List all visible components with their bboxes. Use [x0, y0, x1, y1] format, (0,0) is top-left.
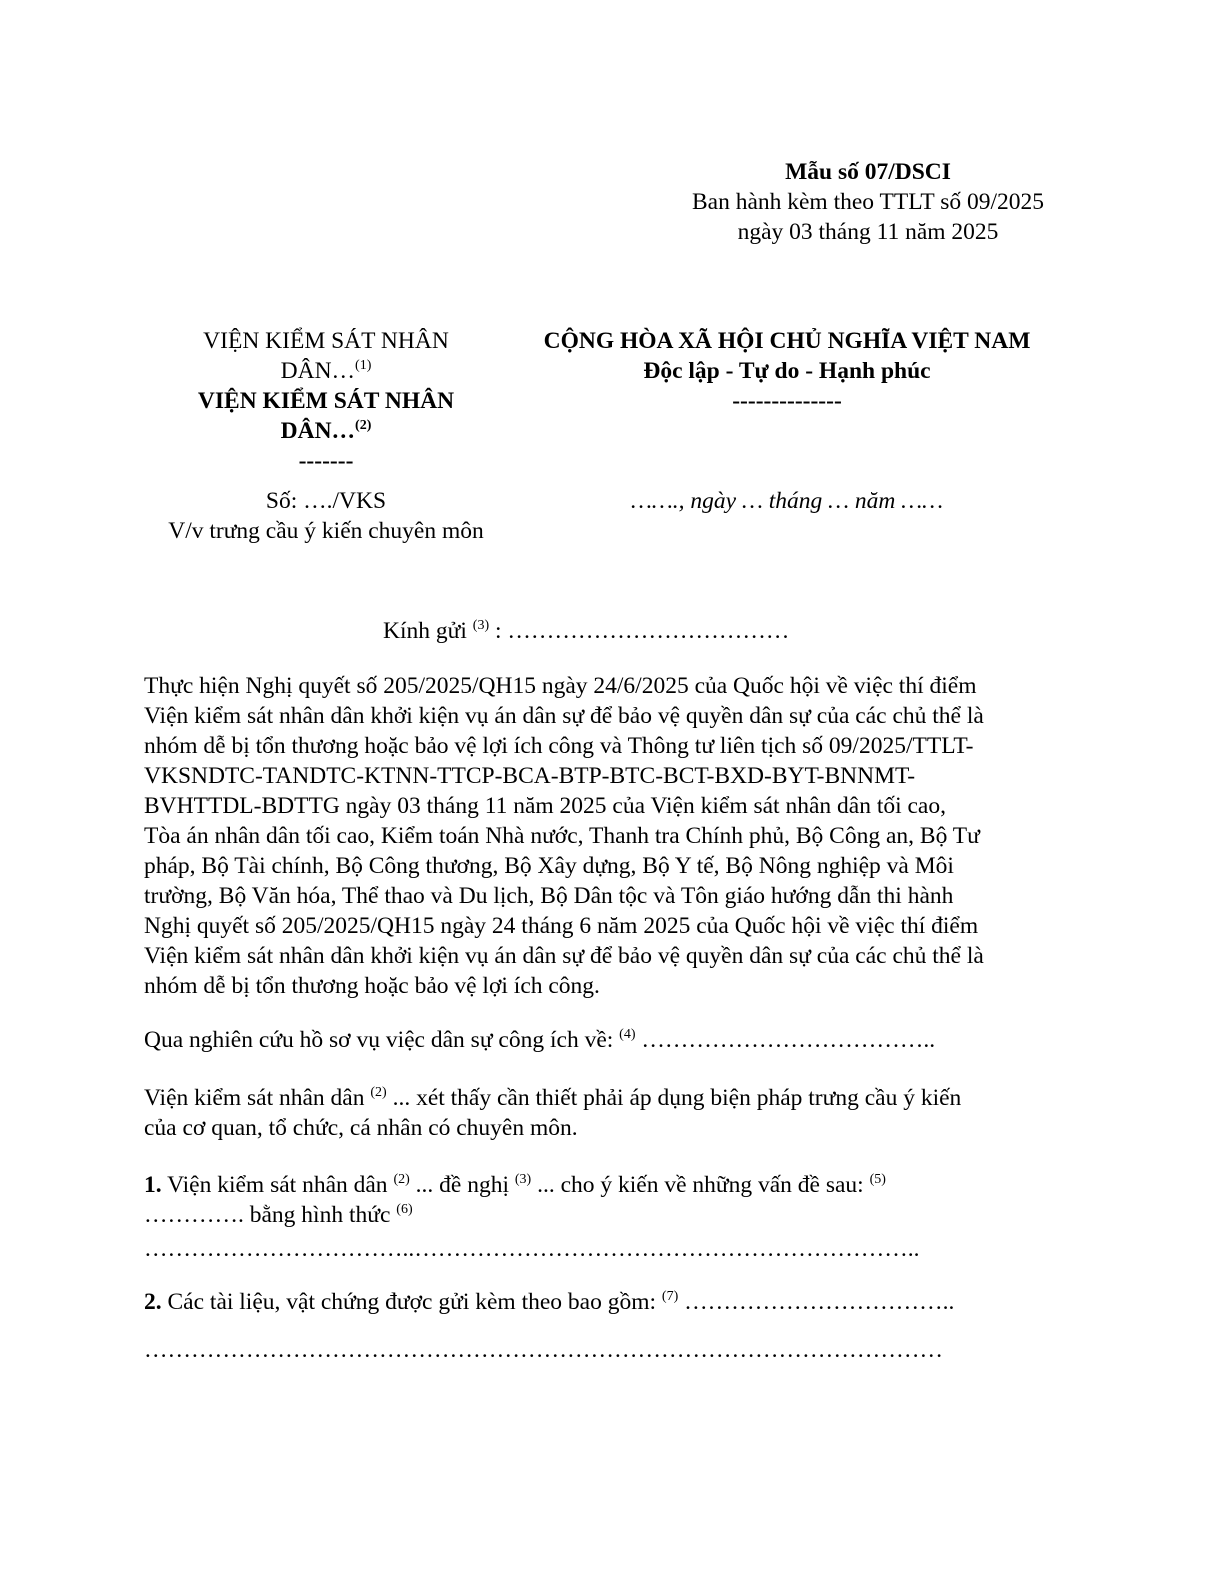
item-1-form-text: …………. bằng hình thức	[144, 1202, 391, 1228]
paragraph-legal-basis	[144, 671, 1084, 1001]
sub-agency-line1: VIỆN KIỂM SÁT NHÂN	[197, 388, 455, 414]
paragraph-case-study	[144, 1025, 935, 1055]
national-motto: Độc lập - Tự do - Hạnh phúc	[643, 358, 931, 384]
right-divider: --------------	[732, 388, 842, 414]
paragraph-line: BVHTTDL-BDTTG ngày 03 tháng 11 năm 2025 của Viện kiểm sát nhân dân tối cao,	[144, 793, 946, 819]
agency-line2-wrap	[150, 356, 502, 386]
item-1-line1	[144, 1170, 1084, 1200]
item-1-footnote-ref: (6)	[396, 1202, 413, 1217]
paragraph-line: nhóm dễ bị tổn thương hoặc bảo vệ lợi ích công.	[144, 973, 600, 999]
sub-agency-line2-wrap	[150, 416, 502, 446]
left-header	[150, 326, 502, 476]
paragraph-line: trường, Bộ Văn hóa, Thể thao và Du lịch, Bộ Dân tộc và Tôn giáo hướng dẫn thi hành	[144, 883, 954, 909]
item-2-footnote-ref: (7)	[661, 1289, 679, 1304]
paragraph-line: Viện kiểm sát nhân dân khởi kiện vụ án dân sự để bảo vệ quyền dân sự của các chủ thể là	[144, 943, 984, 969]
case-study-footnote-ref: (4)	[619, 1027, 636, 1042]
item-2-blank-line: …………………………………………………………………………………………	[144, 1337, 943, 1363]
item-1-footnote-ref: (5)	[869, 1172, 886, 1187]
item-2-line1	[144, 1287, 1084, 1317]
item-1-text-c: ... cho ý kiến về những vấn đề sau:	[537, 1172, 864, 1198]
place-date: ……., ngày … tháng … năm ……	[630, 488, 944, 514]
doc-subject: V/v trưng cầu ý kiến chuyên môn	[168, 518, 484, 544]
agency-footnote-ref: (1)	[355, 358, 372, 373]
recipient-blank: : ………………………………	[494, 618, 790, 644]
case-study-text: Qua nghiên cứu hồ sơ vụ việc dân sự công ích về:	[144, 1027, 614, 1053]
sub-agency-name	[150, 386, 502, 446]
paragraph-line: Viện kiểm sát nhân dân khởi kiện vụ án dân sự để bảo vệ quyền dân sự của các chủ thể là	[144, 703, 984, 729]
item-2-number: 2.	[144, 1289, 162, 1315]
country-name: CỘNG HÒA XÃ HỘI CHỦ NGHĨA VIỆT NAM	[543, 328, 1031, 354]
form-header	[640, 157, 1096, 247]
item-1-blank-line: ……………………………..………………………………………………………..	[144, 1236, 920, 1262]
case-study-blank: ………………………………..	[641, 1027, 936, 1053]
agency-line2: DÂN…	[280, 358, 356, 384]
form-issued-with: Ban hành kèm theo TTLT số 09/2025	[691, 189, 1045, 215]
item-1-text-a: Viện kiểm sát nhân dân	[167, 1172, 388, 1198]
sub-agency-footnote-ref: (2)	[355, 418, 372, 433]
right-header	[500, 326, 1074, 416]
item-1	[144, 1170, 1084, 1264]
necessity-text-b: ... xét thấy cần thiết phải áp dụng biện pháp trưng cầu ý kiến	[392, 1085, 962, 1111]
recipient-label: Kính gửi	[383, 618, 467, 644]
doc-reference	[150, 486, 502, 546]
paragraph-line: VKSNDTC-TANDTC-KTNN-TTCP-BCA-BTP-BTC-BCT-BXD-BYT-BNNMT-	[144, 763, 916, 789]
item-2-blank: ……………………………..	[684, 1289, 955, 1315]
necessity-text-a: Viện kiểm sát nhân dân	[144, 1085, 365, 1111]
necessity-footnote-ref: (2)	[370, 1085, 387, 1100]
form-issued-date: ngày 03 tháng 11 năm 2025	[737, 219, 999, 245]
necessity-line1	[144, 1083, 1084, 1113]
paragraph-line: Nghị quyết số 205/2025/QH15 ngày 24 tháng 6 năm 2025 của Quốc hội về việc thí điểm	[144, 913, 979, 939]
item-1-number: 1.	[144, 1172, 162, 1198]
sub-agency-line2: DÂN…	[280, 418, 356, 444]
paragraph-line: pháp, Bộ Tài chính, Bộ Công thương, Bộ Xây dựng, Bộ Y tế, Bộ Nông nghiệp và Môi	[144, 853, 954, 879]
left-divider: -------	[298, 448, 354, 474]
item-1-line2	[144, 1200, 1084, 1230]
item-2	[144, 1287, 1084, 1365]
item-1-footnote-ref: (2)	[393, 1172, 410, 1187]
agency-name	[150, 326, 502, 386]
necessity-line2: của cơ quan, tổ chức, cá nhân có chuyên môn.	[144, 1115, 578, 1141]
recipient-footnote-ref: (3)	[472, 618, 490, 633]
form-number: Mẫu số 07/DSCI	[785, 159, 951, 185]
paragraph-necessity	[144, 1083, 1084, 1143]
agency-line1: VIỆN KIỂM SÁT NHÂN	[203, 328, 449, 354]
item-2-text: Các tài liệu, vật chứng được gửi kèm theo bao gồm:	[167, 1289, 657, 1315]
item-1-footnote-ref: (3)	[514, 1172, 532, 1187]
paragraph-line: Thực hiện Nghị quyết số 205/2025/QH15 ngày 24/6/2025 của Quốc hội về việc thí điểm	[144, 673, 977, 699]
paragraph-line: nhóm dễ bị tổn thương hoặc bảo vệ lợi ích công và Thông tư liên tịch số 09/2025/TTLT-	[144, 733, 974, 759]
doc-number: Số: …./VKS	[265, 488, 387, 514]
item-1-text-b: ... đề nghị	[415, 1172, 509, 1198]
paragraph-line: Tòa án nhân dân tối cao, Kiểm toán Nhà nước, Thanh tra Chính phủ, Bộ Công an, Bộ Tư	[144, 823, 980, 849]
recipient-line	[383, 616, 789, 646]
